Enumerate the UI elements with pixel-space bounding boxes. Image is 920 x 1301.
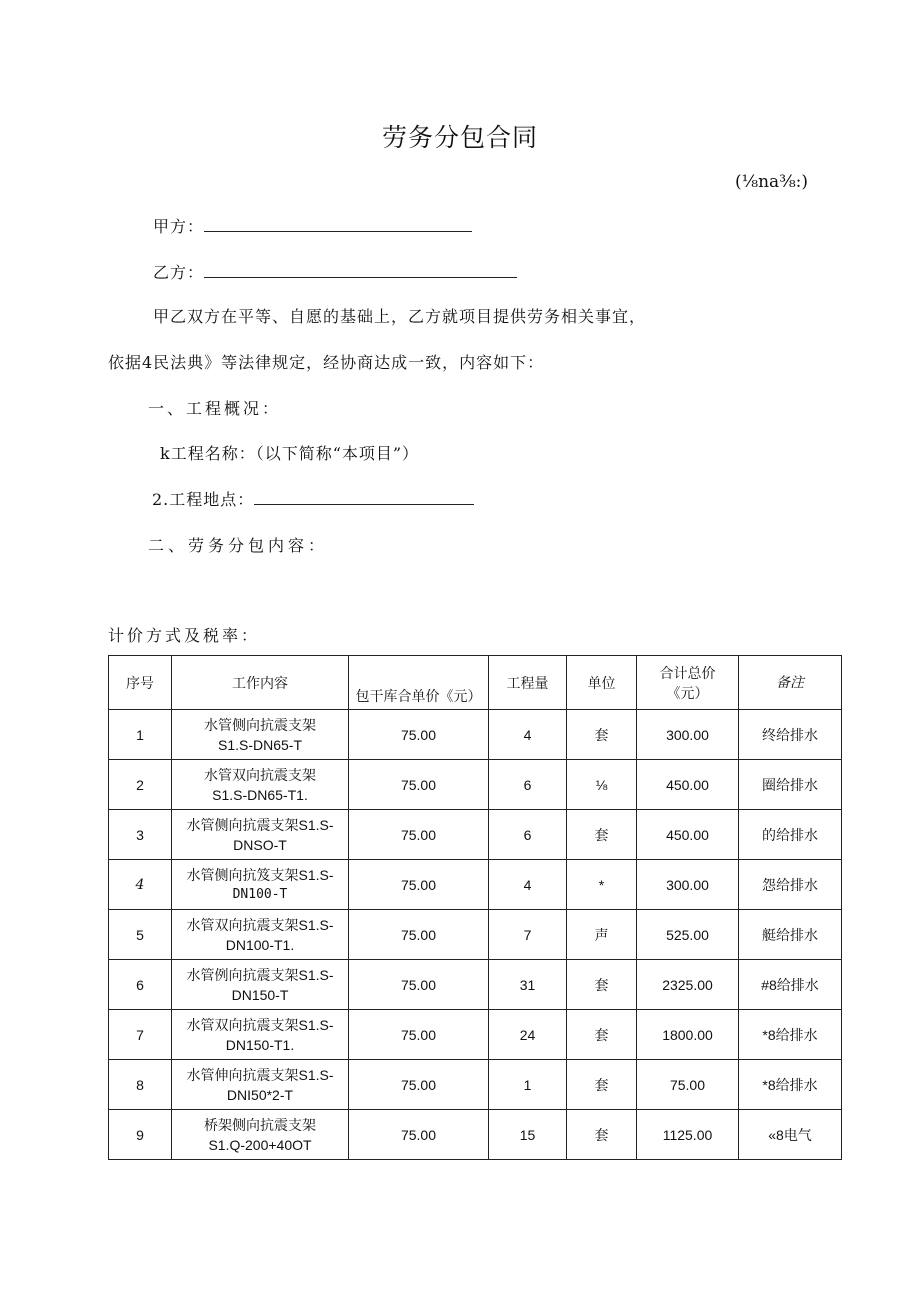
cell-work-line1: 水管侧向抗笈支架S1.S-: [186, 866, 334, 883]
table-row: [109, 1110, 842, 1160]
cell-qty: 24: [489, 1010, 567, 1060]
cell-work: [172, 760, 349, 810]
pricing-table: [108, 655, 842, 1160]
cell-qty: 6: [489, 760, 567, 810]
header-unit: 单位: [567, 656, 637, 710]
cell-total: 450.00: [637, 810, 739, 860]
cell-unit: 套: [567, 960, 637, 1010]
cell-work-line2: DN150-T1.: [225, 1036, 295, 1053]
cell-price: 75.00: [349, 810, 489, 860]
cell-work: [172, 910, 349, 960]
cell-unit: 套: [567, 1010, 637, 1060]
section-1-heading: 一、工程概况：: [148, 399, 282, 418]
header-total-line1: 合计总价: [659, 664, 716, 681]
party-a-line: [153, 214, 472, 237]
table-row: [109, 860, 842, 910]
cell-work-line2: DNI50*2-T: [226, 1086, 294, 1103]
header-total: [637, 656, 739, 710]
table-header-row: [109, 656, 842, 710]
cell-no: 8: [109, 1060, 172, 1110]
cell-unit: 声: [567, 910, 637, 960]
cell-qty: 31: [489, 960, 567, 1010]
cell-qty: 1: [489, 1060, 567, 1110]
cell-unit: ⅛: [567, 760, 637, 810]
header-no: 序号: [109, 656, 172, 710]
cell-work-line2: DN150-T: [231, 986, 289, 1003]
intro-line-2: 依据4民法典》等法律规定，经协商达成一致，内容如下：: [108, 353, 545, 372]
cell-qty: 7: [489, 910, 567, 960]
cell-no: 9: [109, 1110, 172, 1160]
cell-unit: 套: [567, 1060, 637, 1110]
cell-price: 75.00: [349, 1010, 489, 1060]
cell-total: 450.00: [637, 760, 739, 810]
cell-unit: 套: [567, 710, 637, 760]
cell-work-line2: S1.S-DN65-T: [217, 736, 303, 753]
cell-price: 75.00: [349, 710, 489, 760]
table-row: [109, 910, 842, 960]
cell-work-line1: 水管双向抗震支架S1.S-: [186, 916, 334, 933]
party-b-label: 乙方：: [153, 263, 205, 282]
cell-work: [172, 1110, 349, 1160]
cell-no: 7: [109, 1010, 172, 1060]
cell-price: 75.00: [349, 760, 489, 810]
cell-work-line1: 水管侧向抗震支架: [204, 716, 316, 733]
cell-remark: «8电气: [739, 1110, 842, 1160]
cell-work-line1: 水管侧向抗震支架S1.S-: [186, 816, 334, 833]
cell-work-line1: 桥架侧向抗震支架: [204, 1116, 316, 1133]
cell-unit: 套: [567, 1110, 637, 1160]
cell-no: 1: [109, 710, 172, 760]
cell-no: 5: [109, 910, 172, 960]
table-row: [109, 760, 842, 810]
party-a-label: 甲方：: [153, 217, 205, 236]
table-row: [109, 960, 842, 1010]
cell-no: 4: [109, 860, 172, 910]
cell-total: 1125.00: [637, 1110, 739, 1160]
cell-remark: 怨给排水: [739, 860, 842, 910]
document-number: (⅛na⅜:): [735, 172, 809, 192]
cell-price: 75.00: [349, 910, 489, 960]
cell-work-line1: 水管双向抗震支架: [204, 766, 316, 783]
cell-price: 75.00: [349, 860, 489, 910]
cell-work-line1: 水管双向抗震支架S1.S-: [186, 1016, 334, 1033]
cell-total: 300.00: [637, 710, 739, 760]
cell-work-line2: S1.Q-200+40OT: [208, 1136, 312, 1153]
header-unit-price: 包干库合单价《元）: [349, 656, 489, 710]
cell-qty: 6: [489, 810, 567, 860]
table-row: [109, 1060, 842, 1110]
cell-qty: 15: [489, 1110, 567, 1160]
cell-remark: 终给排水: [739, 710, 842, 760]
cell-no: 3: [109, 810, 172, 860]
cell-price: 75.00: [349, 960, 489, 1010]
project-location-blank: [254, 490, 474, 505]
cell-work: [172, 960, 349, 1010]
header-work: 工作内容: [172, 656, 349, 710]
table-row: [109, 710, 842, 760]
cell-total: 300.00: [637, 860, 739, 910]
project-name-line: k工程名称：（以下简称“本项目”）: [160, 444, 420, 463]
party-b-blank: [204, 263, 517, 278]
pricing-label: 计价方式及税率：: [108, 626, 261, 645]
cell-unit: *: [567, 860, 637, 910]
cell-remark: 艇给排水: [739, 910, 842, 960]
page-title: 劳务分包合同: [381, 123, 538, 152]
table-row: [109, 1010, 842, 1060]
cell-remark: #8给排水: [739, 960, 842, 1010]
cell-total: 2325.00: [637, 960, 739, 1010]
cell-work: [172, 860, 349, 910]
cell-unit: 套: [567, 810, 637, 860]
cell-no: 2: [109, 760, 172, 810]
project-location-label: 2.工程地点：: [152, 490, 255, 509]
intro-line-1: 甲乙双方在平等、自愿的基础上，乙方就项目提供劳务相关事宜，: [153, 307, 647, 326]
header-qty: 工程量: [489, 656, 567, 710]
cell-qty: 4: [489, 860, 567, 910]
cell-work-line2: S1.S-DN65-T1.: [212, 786, 308, 803]
cell-work-line2: DN100-T1.: [225, 936, 295, 953]
cell-price: 75.00: [349, 1110, 489, 1160]
table-row: [109, 810, 842, 860]
cell-remark: *8给排水: [739, 1060, 842, 1110]
cell-total: 1800.00: [637, 1010, 739, 1060]
project-location-line: [152, 487, 474, 510]
cell-work-line2: DN100-T: [232, 886, 288, 902]
cell-qty: 4: [489, 710, 567, 760]
cell-work: [172, 810, 349, 860]
party-b-line: [153, 260, 517, 283]
cell-work-line1: 水管例向抗震支架S1.S-: [186, 966, 334, 983]
cell-work-line1: 水管伸向抗震支架S1.S-: [186, 1066, 334, 1083]
header-remark: 备注: [739, 656, 842, 710]
cell-remark: 圈给排水: [739, 760, 842, 810]
cell-remark: 的给排水: [739, 810, 842, 860]
section-2-heading: 二、劳务分包内容：: [148, 536, 329, 555]
header-total-line2: 《元）: [666, 684, 709, 701]
cell-no: 6: [109, 960, 172, 1010]
cell-work: [172, 1060, 349, 1110]
cell-price: 75.00: [349, 1060, 489, 1110]
cell-work-line2: DNSO-T: [233, 836, 287, 853]
cell-work: [172, 1010, 349, 1060]
party-a-blank: [204, 217, 472, 232]
cell-remark: *8给排水: [739, 1010, 842, 1060]
cell-total: 525.00: [637, 910, 739, 960]
cell-work: [172, 710, 349, 760]
cell-total: 75.00: [637, 1060, 739, 1110]
